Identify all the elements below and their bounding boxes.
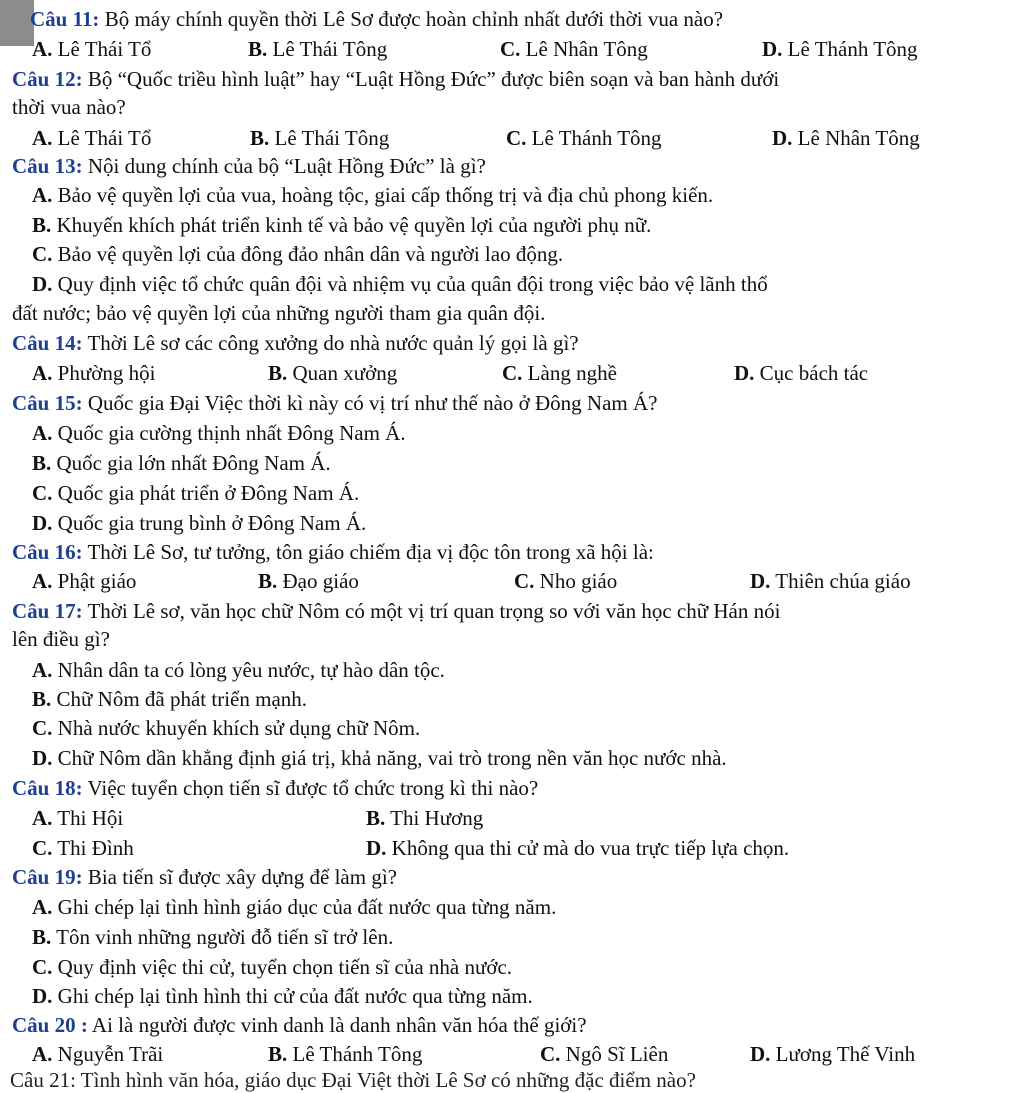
question-17-continuation: lên điều gì? (12, 627, 110, 651)
answer-19-c[interactable]: C. Quy định việc thi cử, tuyển chọn tiến sĩ của nhà nước. (32, 955, 513, 979)
answer-18-c[interactable]: C. Thi Đình (32, 836, 134, 860)
answer-13-b[interactable]: B. Khuyến khích phát triển kinh tế và bảo vệ quyền lợi của người phụ nữ. (32, 213, 652, 237)
answer-15-a[interactable]: A. Quốc gia cường thịnh nhất Đông Nam Á. (32, 421, 406, 445)
answer-16-a[interactable]: A. Phật giáo (32, 569, 137, 593)
question-12: Câu 12: Bộ “Quốc triều hình luật” hay “Luật Hồng Đức” được biên soạn và ban hành dưới (12, 67, 780, 91)
answer-14-c[interactable]: C. Làng nghề (502, 361, 617, 385)
answer-12-c[interactable]: C. Lê Thánh Tông (506, 126, 662, 150)
answer-12-b[interactable]: B. Lê Thái Tông (250, 126, 390, 150)
answer-15-d[interactable]: D. Quốc gia trung bình ở Đông Nam Á. (32, 511, 367, 535)
answer-19-a[interactable]: A. Ghi chép lại tình hình giáo dục của đất nước qua từng năm. (32, 895, 557, 919)
page-corner-mark (0, 0, 34, 46)
answer-14-b[interactable]: B. Quan xưởng (268, 361, 398, 385)
answer-12-a[interactable]: A. Lê Thái Tổ (32, 126, 152, 150)
answer-19-d[interactable]: D. Ghi chép lại tình hình thi cử của đất nước qua từng năm. (32, 984, 533, 1008)
answer-13-d-continuation: đất nước; bảo vệ quyền lợi của những người tham gia quân đội. (12, 301, 546, 325)
question-17: Câu 17: Thời Lê sơ, văn học chữ Nôm có một vị trí quan trọng so với văn học chữ Hán nói (12, 599, 781, 623)
answer-11-c[interactable]: C. Lê Nhân Tông (500, 37, 648, 61)
answer-20-a[interactable]: A. Nguyễn Trãi (32, 1042, 164, 1066)
answer-17-a[interactable]: A. Nhân dân ta có lòng yêu nước, tự hào dân tộc. (32, 658, 445, 682)
question-20: Câu 20 : Ai là người được vinh danh là danh nhân văn hóa thế giới? (12, 1013, 587, 1037)
answer-17-b[interactable]: B. Chữ Nôm đã phát triển mạnh. (32, 687, 308, 711)
answer-13-c[interactable]: C. Bảo vệ quyền lợi của đông đảo nhân dân và người lao động. (32, 242, 564, 266)
question-21-cutoff: Câu 21: Tình hình văn hóa, giáo dục Đại Việt thời Lê Sơ có những đặc điểm nào? (10, 1068, 696, 1092)
answer-13-d[interactable]: D. Quy định việc tổ chức quân đội và nhiệm vụ của quân đội trong việc bảo vệ lãnh thổ (32, 272, 768, 296)
question-15: Câu 15: Quốc gia Đại Việc thời kì này có vị trí như thế nào ở Đông Nam Á? (12, 391, 658, 415)
question-12-continuation: thời vua nào? (12, 95, 126, 119)
answer-11-a[interactable]: A. Lê Thái Tổ (32, 37, 152, 61)
answer-17-d[interactable]: D. Chữ Nôm dần khẳng định giá trị, khả năng, vai trò trong nền văn học nước nhà. (32, 746, 727, 770)
question-14: Câu 14: Thời Lê sơ các công xưởng do nhà nước quản lý gọi là gì? (12, 331, 579, 355)
answer-20-b[interactable]: B. Lê Thánh Tông (268, 1042, 423, 1066)
answer-14-a[interactable]: A. Phường hội (32, 361, 156, 385)
question-11: Câu 11: Bộ máy chính quyền thời Lê Sơ được hoàn chỉnh nhất dưới thời vua nào? (30, 7, 724, 31)
answer-11-d[interactable]: D. Lê Thánh Tông (762, 37, 918, 61)
answer-16-c[interactable]: C. Nho giáo (514, 569, 618, 593)
answer-18-a[interactable]: A. Thi Hội (32, 806, 124, 830)
answer-20-d[interactable]: D. Lương Thế Vinh (750, 1042, 916, 1066)
answer-16-d[interactable]: D. Thiên chúa giáo (750, 569, 911, 593)
answer-15-c[interactable]: C. Quốc gia phát triển ở Đông Nam Á. (32, 481, 360, 505)
answer-12-d[interactable]: D. Lê Nhân Tông (772, 126, 920, 150)
answer-13-a[interactable]: A. Bảo vệ quyền lợi của vua, hoàng tộc, giai cấp thống trị và địa chủ phong kiến. (32, 183, 714, 207)
answer-15-b[interactable]: B. Quốc gia lớn nhất Đông Nam Á. (32, 451, 331, 475)
answer-18-d[interactable]: D. Không qua thi cử mà do vua trực tiếp lựa chọn. (366, 836, 790, 860)
answer-16-b[interactable]: B. Đạo giáo (258, 569, 359, 593)
answer-14-d[interactable]: D. Cục bách tác (734, 361, 869, 385)
answer-18-b[interactable]: B. Thi Hương (366, 806, 484, 830)
answer-20-c[interactable]: C. Ngô Sĩ Liên (540, 1042, 669, 1066)
answer-17-c[interactable]: C. Nhà nước khuyến khích sử dụng chữ Nôm. (32, 716, 421, 740)
question-13: Câu 13: Nội dung chính của bộ “Luật Hồng Đức” là gì? (12, 154, 486, 178)
answer-11-b[interactable]: B. Lê Thái Tông (248, 37, 388, 61)
answer-19-b[interactable]: B. Tôn vinh những người đỗ tiến sĩ trở lên. (32, 925, 394, 949)
question-18: Câu 18: Việc tuyển chọn tiến sĩ được tổ chức trong kì thi nào? (12, 776, 539, 800)
question-16: Câu 16: Thời Lê Sơ, tư tưởng, tôn giáo chiếm địa vị độc tôn trong xã hội là: (12, 540, 654, 564)
question-19: Câu 19: Bia tiến sĩ được xây dựng để làm gì? (12, 865, 397, 889)
